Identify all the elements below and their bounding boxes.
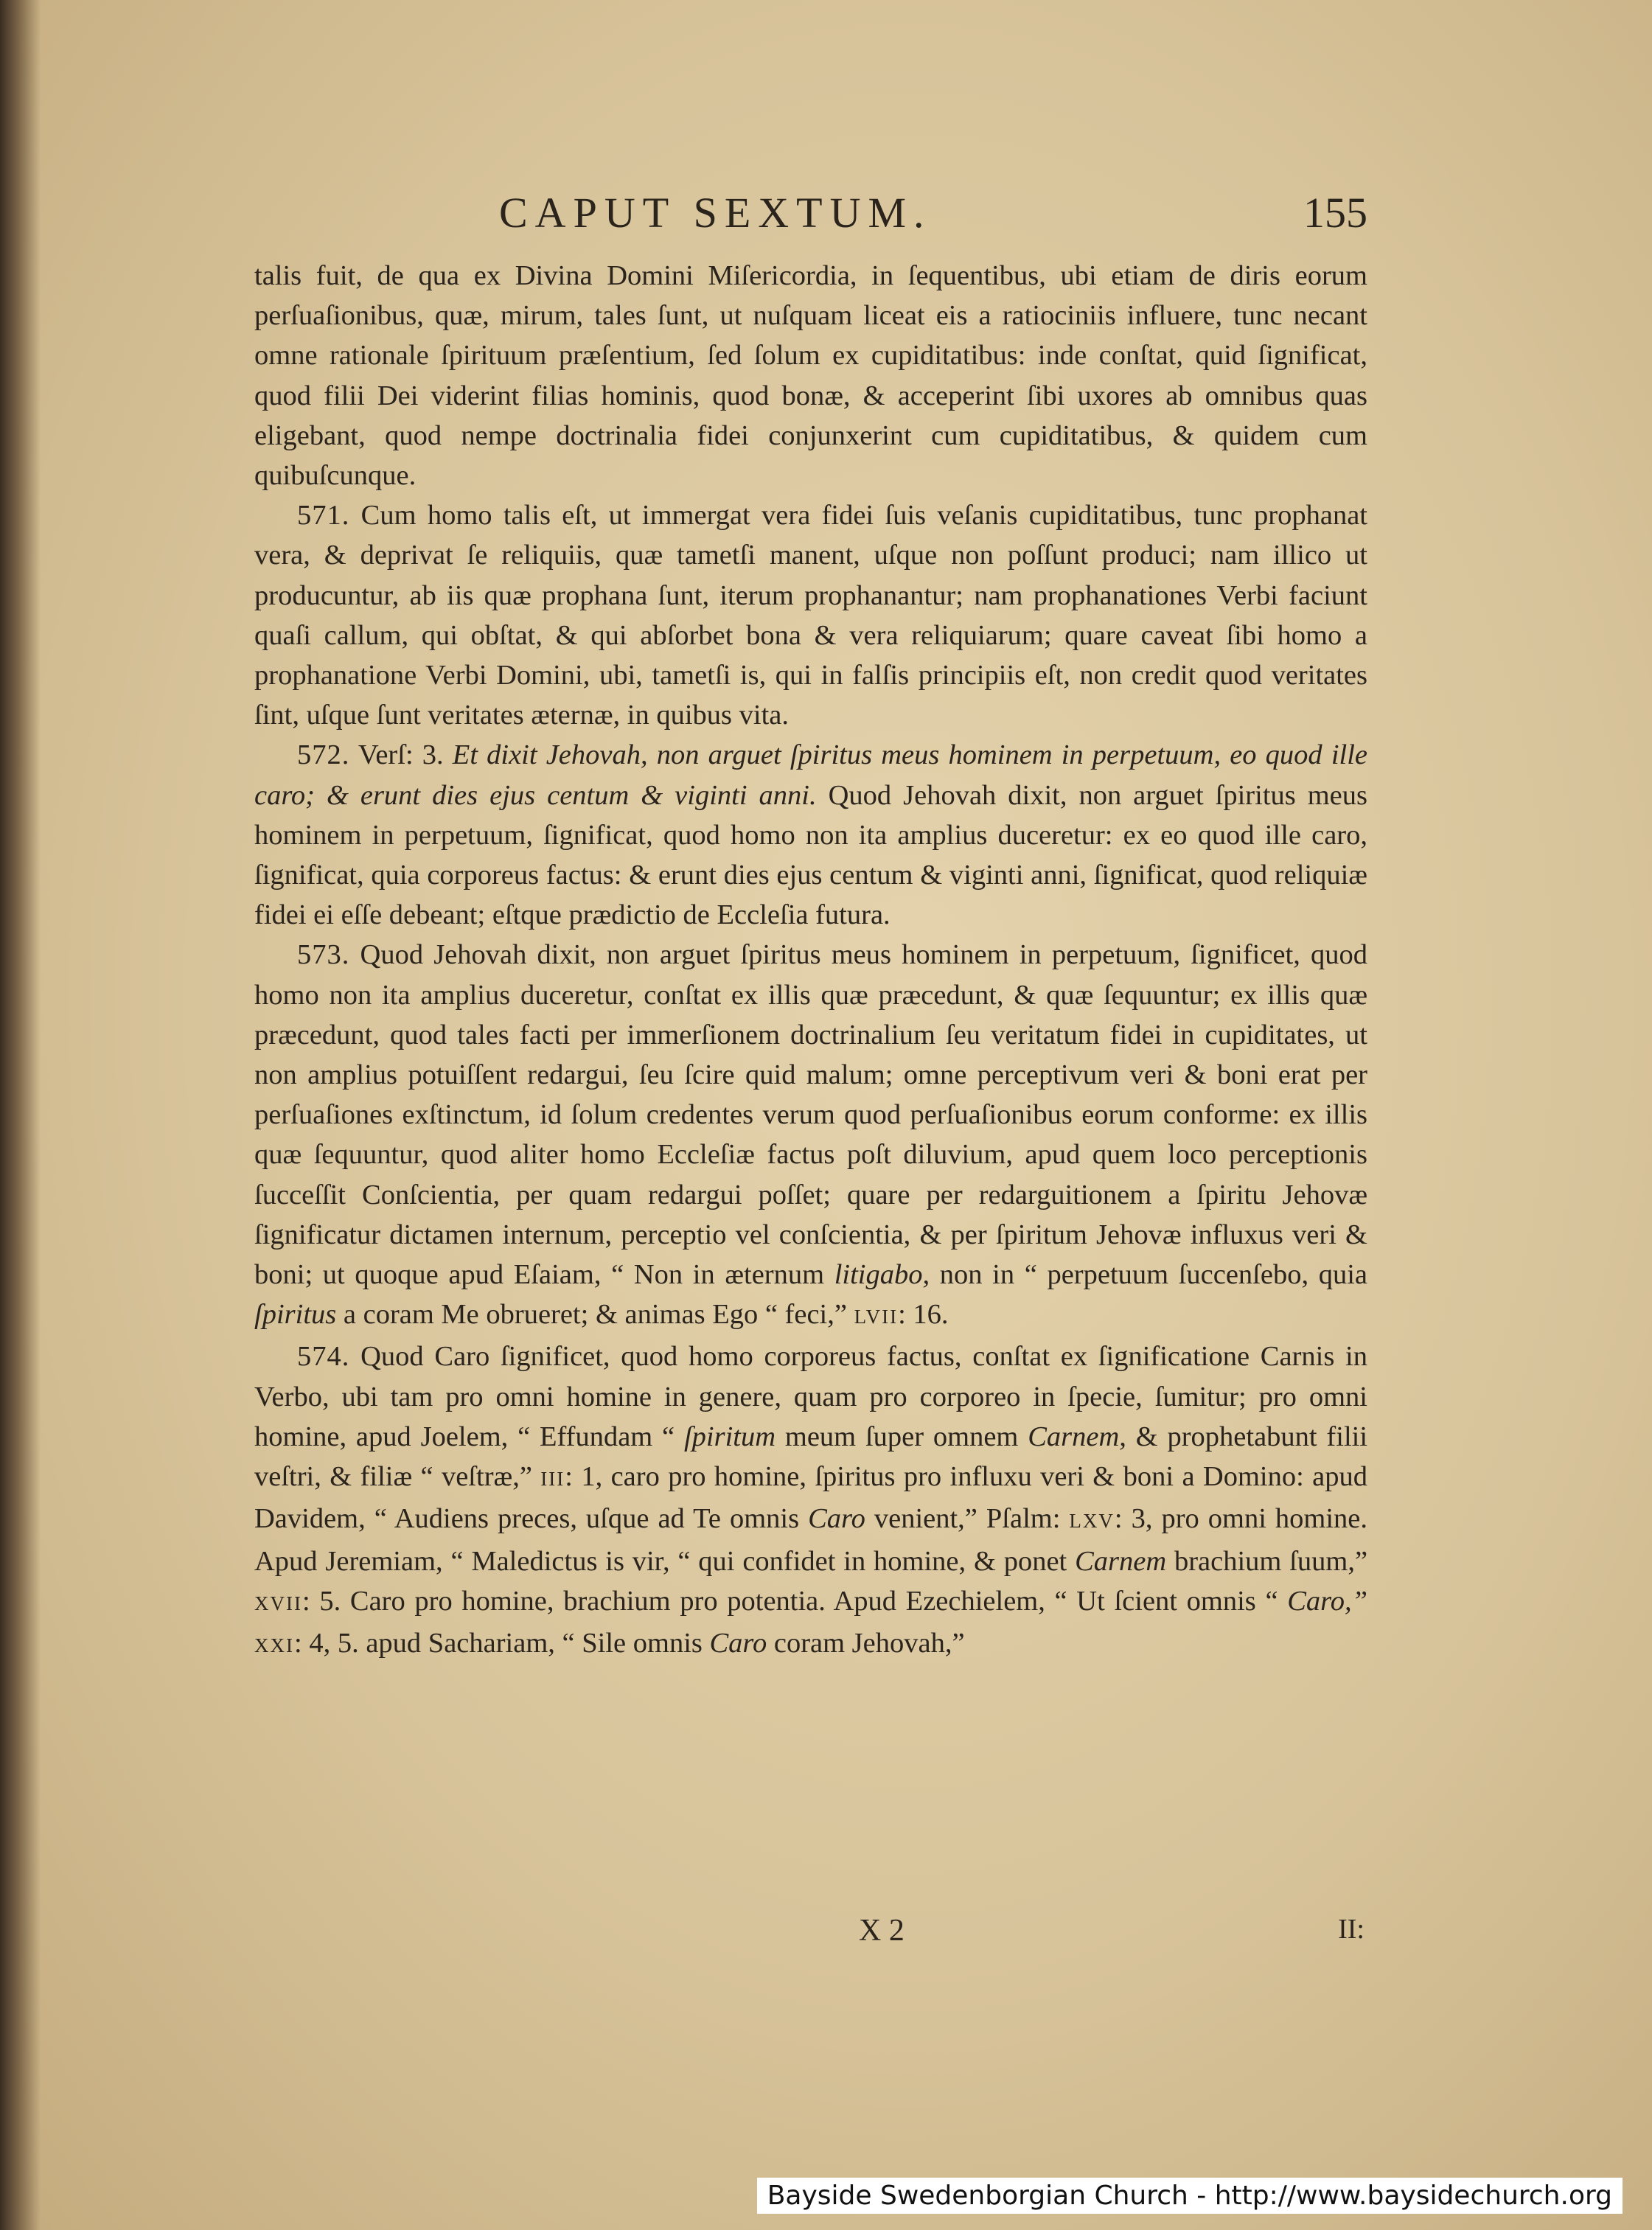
scripture-quote: Et dixit Jehovah, non arguet ſpiritus meus hominem in perpetuum, eo quod ille caro; & erunt dies ejus centum & viginti anni. xyxy=(254,739,1367,811)
paragraph-571 xyxy=(254,495,1367,735)
book-page xyxy=(254,188,1367,1665)
italic-word: Caro xyxy=(709,1627,767,1659)
binding-gutter xyxy=(0,0,41,2230)
paragraph-text: : 3, pro omni homine. Apud Jeremiam, “ Maledictus is vir, “ qui confidet in homine, & ponet xyxy=(254,1503,1368,1577)
paragraph-number: 572. xyxy=(297,739,350,771)
chapter-reference: XXI xyxy=(254,1634,294,1656)
chapter-reference: III xyxy=(540,1468,565,1491)
paragraph-text: Quod Caro ſignificet, quod homo corporeus factus, conſtat ex ſignificatione Carnis in Verbo, ubi tam pro omni homine in genere, quam pro corporeo in ſpecie, ſumitur; pro omni homine, apud Joelem, “ Effundam “ xyxy=(254,1341,1367,1452)
watermark-banner xyxy=(757,2178,1623,2214)
page-header xyxy=(254,188,1367,247)
paragraph-text: coram Jehovah,” xyxy=(773,1627,965,1659)
paragraph-text: : 5. Caro pro homine, brachium pro potentia. Apud Ezechielem, “ Ut ſcient omnis “ xyxy=(302,1585,1278,1617)
paragraph-text: brachium ſuum,” xyxy=(1174,1545,1368,1577)
chapter-reference: XVII xyxy=(254,1592,302,1614)
italic-word: ſpiritus xyxy=(254,1299,337,1331)
paragraph-574 xyxy=(254,1337,1367,1665)
paragraph-text: Quod Jehovah dixit, non arguet ſpiritus meus hominem in perpetuum, ſignificat, quod homo non ita amplius duceretur: ex eo quod ille caro, ſignificat, quia corporeus factus: & erunt dies ejus centum & viginti anni, ſignificat, quod reliquiæ fidei ei eſſe debeant; eſtque prædictio de Eccleſia futura. xyxy=(254,779,1367,931)
verse-reference: Verſ: 3. xyxy=(358,739,444,771)
paragraph-number: 574. xyxy=(297,1341,350,1373)
paragraph-text: Quod Jehovah dixit, non arguet ſpiritus meus hominem in perpetuum, ſignificet, quod homo non ita amplius duceretur, conſtat ex illis quæ præcedunt, & quæ ſequuntur; ex illis quæ præcedunt, quod tales facti per immerſionem doctrinalium ſeu veritatum fidei in cupiditates, ut non amplius potuiſſent redargui, ſeu ſcire quid malum; omne perceptivum veri & boni erat per perſuaſiones exſtinctum, id ſolum credentes verum quod perſuaſionibus eorum conforme: ex illis quæ ſequuntur, quod aliter homo Eccleſiæ factus poſt diluvium, apud quem loco perceptionis ſucceſſit Conſcientia, per quam redargui poſſet; quare per redarguitionem a ſpiritu Jehovæ ſignificatur dictamen internum, perceptio vel conſcientia, & per ſpiritum Jehovæ influxus veri & boni; ut quoque apud Eſaiam, “ Non in æternum xyxy=(254,939,1367,1291)
watermark-text: Bayside Swedenborgian Church - http://www.baysidechurch.org xyxy=(767,2181,1612,2211)
page-number: 155 xyxy=(1303,189,1367,237)
paragraph-text: : 1, caro pro homine, ſpiritus pro influxu veri & boni a Domino: apud Davidem, “ Audiens preces, uſque ad Te omnis xyxy=(254,1461,1367,1535)
paragraph-continuation xyxy=(254,256,1367,495)
body-text xyxy=(254,256,1367,1665)
italic-word: Caro xyxy=(808,1503,865,1535)
italic-word: litigabo, xyxy=(834,1259,930,1291)
paragraph-text: Cum homo talis eſt, ut immergat vera fidei ſuis veſanis cupiditatibus, tunc prophanat vera, & deprivat ſe reliquiis, quæ tametſi manent, uſque non poſſunt produci; nam illico ut producuntur, ab iis quæ prophana ſunt, iterum prophanantur; nam prophanationes Verbi faciunt quaſi callum, qui obſtat, & qui abſorbet bona & vera reliquiarum; quare caveat ſibi homo a prophanatione Verbi Domini, ubi, tametſi is, qui in falſis principiis eſt, non credit quod veritates ſint, uſque ſunt veritates æternæ, in quibus vita. xyxy=(254,500,1367,731)
paragraph-text: : 4, 5. apud Sachariam, “ Sile omnis xyxy=(294,1627,703,1659)
paragraph-number: 573. xyxy=(297,939,350,971)
running-head: CAPUT SEXTUM. xyxy=(499,189,932,237)
paragraph-text: meum ſuper omnem xyxy=(784,1421,1019,1452)
paragraph-573 xyxy=(254,935,1367,1337)
paragraph-text: : 16. xyxy=(898,1299,949,1331)
paragraph-text: non in “ perpetuum ſuccenſebo, quia xyxy=(939,1259,1368,1291)
italic-word: Caro,” xyxy=(1287,1585,1368,1617)
paragraph-text: venient,” Pſalm: xyxy=(874,1503,1061,1535)
paragraph-572 xyxy=(254,735,1367,935)
italic-word: Carnem xyxy=(1075,1545,1167,1577)
paragraph-text: & prophetabunt filii veſtri, & filiæ “ veſtræ,” xyxy=(254,1421,1368,1493)
chapter-reference: LVII xyxy=(854,1306,899,1328)
paragraph-text: a coram Me obrueret; & animas Ego “ feci,” xyxy=(343,1299,847,1331)
paragraph-text: talis fuit, de qua ex Divina Domini Miſericordia, in ſequentibus, ubi etiam de diris eorum perſuaſionibus, quæ, mirum, tales ſunt, ut nuſquam liceat eis a ratiociniis influere, tunc necant omne rationale ſpirituum præſentium, ſed ſolum ex cupiditatibus: inde conſtat, quid ſignificat, quod filii Dei viderint filias hominis, quod bonæ, & acceperint ſibi uxores ab omnibus quas eligebant, quod nempe doctrinalia fidei conjunxerint cum cupiditatibus, & quidem cum quibuſcunque. xyxy=(254,260,1367,492)
catchword: II: xyxy=(1338,1914,1365,1945)
italic-word: ſpiritum xyxy=(683,1421,776,1452)
paragraph-number: 571. xyxy=(297,500,350,532)
chapter-reference: LXV xyxy=(1069,1510,1115,1533)
italic-word: Carnem, xyxy=(1028,1421,1126,1452)
printer-signature: X 2 xyxy=(859,1914,905,1948)
